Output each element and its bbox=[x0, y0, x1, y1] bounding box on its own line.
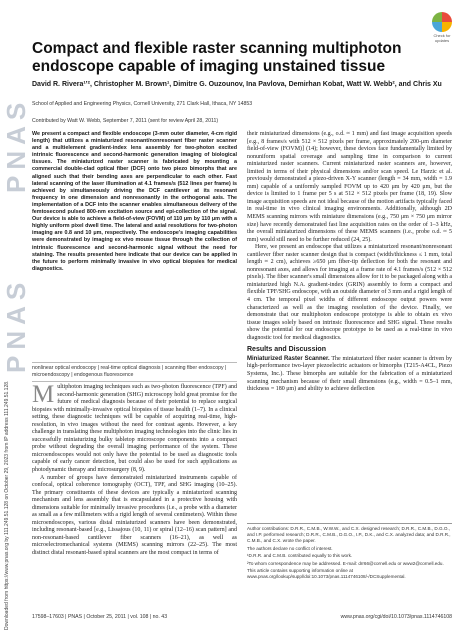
run-in-heading: Miniaturized Raster Scanner. bbox=[247, 355, 330, 362]
right-column bbox=[247, 131, 452, 394]
footnote: The authors declare no conflict of interest. bbox=[247, 545, 333, 551]
author-list: David R. Rivera¹ʼ², Christopher M. Brown¹, Dimitre G. Ouzounov, Ina Pavlova, Demirhan Kobat, Watt W. Webb², and Chris Xu bbox=[32, 81, 442, 88]
abstract: We present a compact and flexible endoscope (3-mm outer diameter, 4-cm rigid length) that utilizes a miniaturized resonant/nonresonant fiber raster scanner and a multielement gradient-index lens assembly for two-photon excited intrinsic fluorescence and second-harmonic generation imaging of biological tissues. The miniaturized raster scanner is fabricated by mounting a commercial double-clad optical fiber (DCF) onto two piezo bimorphs that are aligned such that their bending axes are perpendicular to each other. Fast lateral scanning of the laser illumination at 4.1 frames/s (512 lines per frame) is achieved by simultaneously driving the DCF cantilever at its resonant frequency in one dimension and nonresonantly in the orthogonal axis. The implementation of a DCF into the scanner enables simultaneous delivery of the femtosecond pulsed 800-nm excitation source and epi-collection of the signal. Our device is able to achieve a field-of-view (FOVM) of 110 μm by 110 μm with a highly uniform pixel dwell time. The lateral and axial resolutions for two-photon imaging are 0.8 and 10 μm, respectively. The endoscope's imaging capabilities were demonstrated by imaging ex vivo mouse tissue through the collection of intrinsic fluorescence and second-harmonic signal without the need for staining. The results presented here indicate that our device can be applied in the future to perform minimally invasive in vivo optical biopsies for medical diagnostics. bbox=[32, 131, 237, 272]
body-text: The miniaturized fiber raster scanner is driven by high-performance two-layer piezoelectric actuators or bimorphs (T215-A4CL, Piezo Systems, Inc.). These bimorphs are suitable for the fabrication of a miniaturized scanning mechanism because of their small dimensions (e.g., width = 0.5–1 mm, thickness = 180 μm) and ability to achieve deflection bbox=[247, 355, 452, 393]
body-paragraph: Here, we present an endoscope that utilizes a miniaturized resonant/nonresonant cantilever fiber raster scanner design that is compact (width/thickness ≤ 1 mm, total length ≈ 2 cm), achieves ≥650 μm fiber-tip deflection for both the resonant and nonresonant axes, and allows for imaging at a frame rate of 4.1 frames/s (512 × 512 pixels). The fiber scanner's small dimensions allow for it to be packaged along with a miniaturized high N.A. gradient-index (GRIN) assembly to form a compact and flexible TPF/SHG endoscope, with an outside diameter of 3 mm and a rigid length of 4 cm. The temporal pixel widths of different endoscope output powers were characterized as well as the imaging resolution of the device. Finally, we demonstrate that our multiphoton endoscope prototype is able to obtain ex vivo tissue images solely based on intrinsic fluorescence and SHG signal. These results show the potential for our endoscope prototype to be used as a real-time in vivo diagnostic tool for medical diagnostics. bbox=[247, 244, 452, 341]
intro-text: ultiphoton imaging techniques such as two-photon fluorescence (TPF) and second-harmonic generation (SHG) microscopy hold great promise for the future of medical diagnosis because of their potential to replace surgical biopsies with minimally-invasive optical biopsies of tissue health (1–7). In a clinical setting, these diagnostic techniques will be capable of acquiring real-time, high-resolution, in vivo images without the need for contrast agents. However, a key challenge in translating these multiphoton imaging technologies into the clinic lies in successfully miniaturizing bulky tabletop microscope components into a compact probe without degrading the overall imaging performance of the system. These microendoscopes would not only have the potential to be used as diagnostic tools capable of early cancer detection, but could also be used for such applications as photodynamic therapy and microsurgery (8, 9). bbox=[32, 384, 237, 474]
keywords: nonlinear optical endoscopy | real-time optical diagnosis | scanning fiber endoscopy | microendoscopy | endogenous fluorescence bbox=[32, 362, 237, 382]
footnote: Author contributions: D.R.R., C.M.B., W.W.W., and C.X. designed research; D.R.R., C.M.B., D.G.O., and I.P. performed research; D.R.R., C.M.B., D.G.O., I.P., D.K., and C.X. analyzed data; and D.R.R., C.M.B., and C.X. wrote the paper. bbox=[247, 526, 451, 543]
affiliation: School of Applied and Engineering Physics, Cornell University, 271 Clark Hall, Ithaca, NY 14853 bbox=[32, 101, 253, 107]
download-note: Downloaded from https://www.pnas.org by 111.249.51.128 on October 29, 2023 from IP address 111.249.51.128. bbox=[4, 380, 10, 630]
intro-column bbox=[32, 381, 237, 558]
footnote: ¹D.R.R. and C.M.B. contributed equally to this work. bbox=[247, 553, 353, 558]
crossmark-icon bbox=[432, 12, 452, 32]
intro-paragraph-2: A number of groups have demonstrated miniaturized instruments capable of confocal, optical coherence tomography (OCT), TPF, and SHG imaging (10–25). The primary constituents of these devices are typically a miniaturized scanning mechanism and lens assembly that is encapsulated in a protective housing with dimensions suitable for minimally invasive procedures (i.e., a probe with a diameter as small as a few millimeters with a rigid length of several centimeters). Within these microendoscopes, various distal miniaturized scanners have been demonstrated, including resonant-based [e.g., Lissajous (10, 11) or spiral (12–16) scan pattern] and non-resonant-based cantilever fiber scanners (16–21), as well as microelectromechanical systems (MEMS) scanning mirrors (22–25). The most distinct distal resonant-based spiral scanners are the most compact in terms of bbox=[32, 474, 237, 557]
pnas-logo: PNAS bbox=[1, 96, 31, 194]
pnas-logo-secondary: PNAS bbox=[1, 276, 31, 374]
citation-line: 17598–17603 | PNAS | October 25, 2011 | vol. 108 | no. 43 bbox=[32, 614, 168, 620]
body-paragraph bbox=[247, 356, 452, 394]
footnote: ²To whom correspondence may be addressed. E-mail: drr66@cornell.edu or www2@cornell.edu. bbox=[247, 560, 444, 566]
contributed-note: Contributed by Watt W. Webb, September 7, 2011 (sent for review April 28, 2011) bbox=[32, 118, 219, 124]
dropcap: M bbox=[32, 381, 55, 408]
section-heading: Results and Discussion bbox=[247, 346, 326, 354]
body-paragraph: their miniaturized dimensions (e.g., o.d. ≈ 1 mm) and fast image acquisition speeds [e.g., 8 frames/s with 512 × 512 pixels per frame, approximately 200-μm diameter field-of-view (FOVM)] (14); however, these devices face fundamentally limited by nonuniform spatial coverage and sampling time in comparison to current miniaturized raster scanners. Current miniaturized raster scanners are, however, limited in terms of their physical dimensions and/or scan speed. Le Harzic et al. previously demonstrated a piezo-driven X-Y scanner (length = 34 mm, width = 1.9 mm) capable of a uniformly sampled FOVM up to 420 μm by 420 μm, but the device is limited to 1 frame per 5 s at 512 × 512 pixels per frame (18, 19). Slow image acquisition speeds are not ideal because of the motion artifacts typically faced in real-time in vivo clinical imaging environments. Additionally, although 2D MEMS scanning mirrors with miniature dimensions (e.g., 750 μm × 750 μm mirror size) have recently demonstrated fast line acquisition rates on the order of 1–3 kHz, the overall miniaturized dimensions of these MEMS scanners (i.e., probe o.d. ≈ 5 mm) would still need to be further reduced (24, 25). bbox=[247, 131, 452, 243]
intro-paragraph-1 bbox=[32, 381, 237, 475]
footnotes bbox=[247, 523, 452, 582]
journal-sidebar bbox=[0, 0, 31, 632]
crossmark-label: Check for updates bbox=[433, 33, 451, 43]
paper-title: Compact and flexible raster scanning multiphoton endoscope capable of imaging unstained tissue bbox=[32, 40, 402, 75]
footnote-link[interactable]: This article contains supporting information online at www.pnas.org/lookup/suppl/doi:10.1073/pnas.1114746108/-/DCSupplemental. bbox=[247, 568, 406, 579]
doi-link[interactable]: www.pnas.org/cgi/doi/10.1073/pnas.1114746108 bbox=[340, 614, 452, 620]
